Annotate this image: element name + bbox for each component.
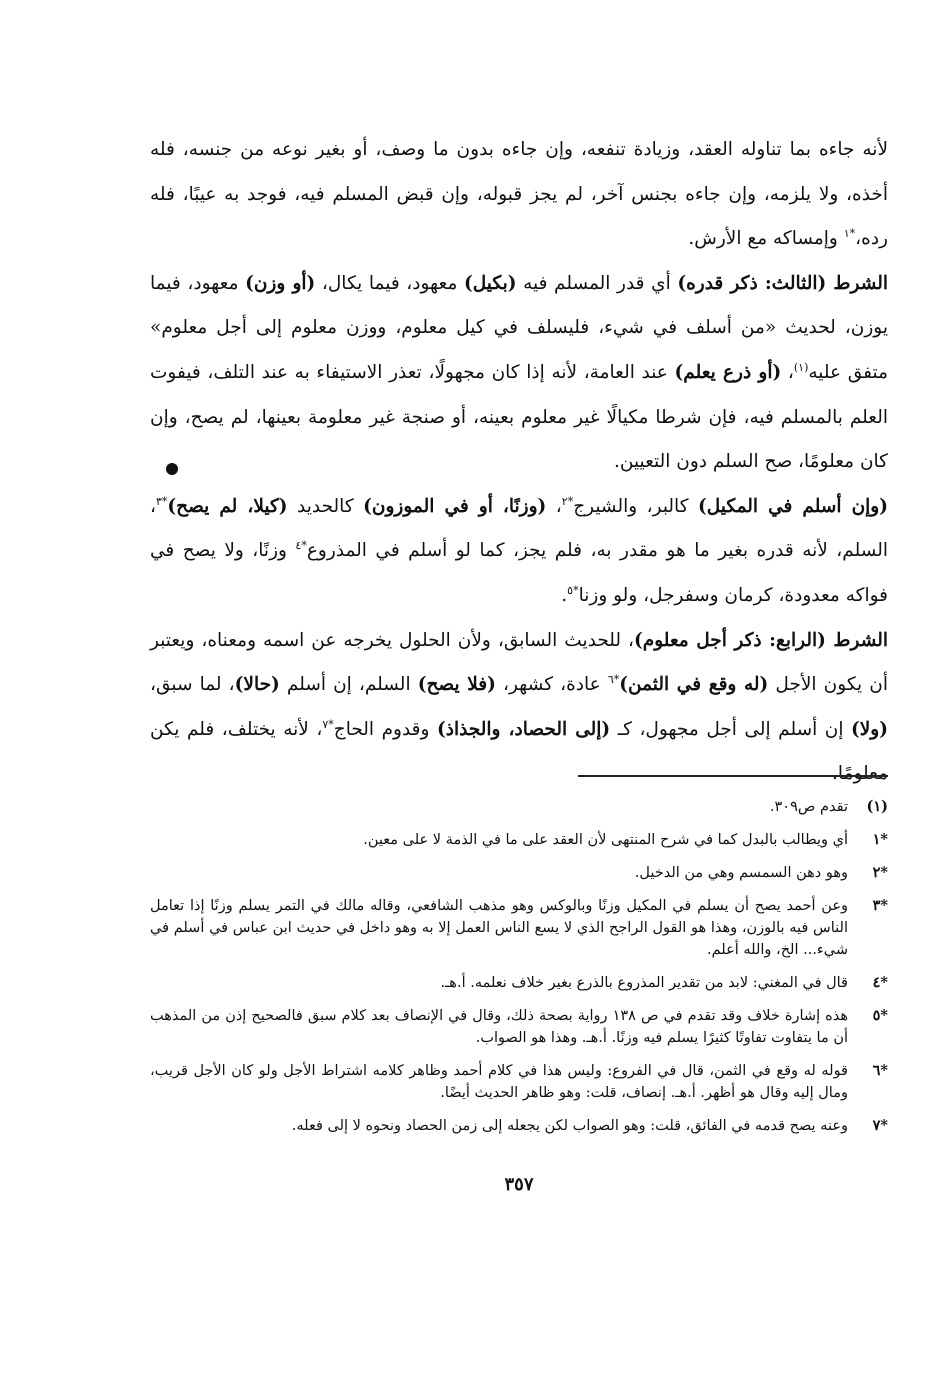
footnote-mark: *٥ [872, 1007, 888, 1024]
footnote [150, 862, 888, 884]
footnote-text: قوله له وقع في الثمن، قال في الفروع: وليس هذا في كلام أحمد وظاهر كلامه اشتراط الأجل ولو كان الأجل قريب، ومال إليه وقال هو أظهر. أ.هـ. إنصاف، قلت: وهو ظاهر الحديث أيضًا. [150, 1063, 848, 1101]
paragraph-4 [150, 619, 888, 797]
footnote-text: تقدم ص٣٠٩. [769, 799, 848, 815]
footnote-text: وعن أحمد يصح أن يسلم في المكيل وزنًا وبالوكس وهو مذهب الشافعي، وقاله مالك في التمر يسلم وزنًا إذا تعامل الناس فيه بالوزن، وهذا هو القول الراجح الذي لا يسع الناس العمل إلا به وهو داخل في حديث ابن عباس في أسلم في شيء... الخ، والله أعلم. [150, 898, 848, 958]
footnote-ref: *٥ [567, 583, 579, 597]
footnotes [150, 796, 888, 1148]
text-run: إن أسلم إلى أجل مجهول، كـ [610, 718, 851, 740]
footnote [150, 1115, 888, 1137]
footnote [150, 796, 888, 818]
ink-dot [166, 463, 178, 475]
footnote-mark: (١) [866, 798, 888, 815]
text-run: أي قدر المسلم فيه [516, 272, 678, 294]
bold-term: (أو ذرع يعلم) [674, 361, 782, 383]
footnote [150, 895, 888, 961]
bold-heading: الشرط (الرابع: ذكر أجل معلوم) [633, 629, 889, 651]
text-run: عند العامة، لأنه إذا كان مجهولًا، تعذر الاستيفاء به عند التلف، فيفوت العلم بالمسلم فيه، فإن شرطا مكيالًا غير معلوم بعينه، أو صنجة غير معلومة بعينها، لم يصح، وإن كان معلومًا، صح السلم دون التعيين. [150, 361, 888, 473]
text-run: معهود، فيما يكال، [315, 272, 464, 294]
footnote-ref: *١ [843, 227, 856, 241]
footnote-text: أي ويطالب بالبدل كما في شرح المنتهى لأن العقد على ما في الذمة لا على معين. [363, 832, 848, 848]
footnote-mark: *٢ [872, 864, 888, 881]
bold-term: (حالا) [234, 674, 280, 696]
bold-term: (إلى الحصاد، والجذاذ) [436, 718, 611, 740]
text-run: ، السلم، لأنه قدره بغير ما هو مقدر به، فلم يجز، كما لو أسلم في المذروع [150, 495, 888, 562]
bold-term: (وإن أسلم في المكيل) [698, 495, 888, 517]
footnote-mark: *٤ [872, 974, 888, 991]
footnote [150, 829, 888, 851]
footnote-ref: *٧ [322, 717, 334, 731]
bold-heading: الشرط (الثالث: ذكر قدره) [677, 272, 888, 294]
footnote-mark: *٧ [872, 1117, 888, 1134]
bold-term: (ولا) [851, 718, 888, 740]
text-run: كالبر، والشيرج [573, 495, 698, 517]
footnote-mark: *١ [872, 831, 888, 848]
text-run: السلم، إن أسلم [279, 674, 418, 696]
footnote [150, 1060, 888, 1104]
text-run: وزنًا، ولا يصح في فواكه معدودة، كرمان وسفرجل، ولو وزنا [150, 540, 888, 606]
page-number: ٣٥٧ [504, 1174, 534, 1195]
bold-term: (كيلا، لم يصح) [167, 495, 288, 517]
text-run: لأنه جاءه بما تناوله العقد، وزيادة تنفعه، وإن جاءه بدون ما وصف، أو بغير نوعه من جنسه، فله أخذه، ولا يلزمه، وإن جاءه بجنس آخر، لم يجز قبوله، وإن قبض المسلم فيه، فوجد به عيبًا، فله رده، [150, 139, 888, 250]
footnote-ref: *٢ [561, 494, 574, 508]
footnote-divider [578, 775, 888, 777]
bold-term: (فلا يصح) [417, 674, 496, 696]
paragraph-2 [150, 262, 888, 485]
paragraph-1 [150, 128, 888, 262]
footnote-text: قال في المغني: لابد من تقدير المذروع بالذرع بغير خلاف نعلمه. أ.هـ. [440, 975, 848, 991]
footnote-mark: *٣ [872, 897, 888, 914]
text-run: كالحديد [287, 495, 364, 517]
footnote-text: وعنه يصح قدمه في الفائق، قلت: وهو الصواب لكن يجعله إلى زمن الحصاد ونحوه لا إلى فعله. [291, 1118, 848, 1134]
bold-term: (له وقع في الثمن) [619, 674, 769, 696]
text-run: ، [781, 361, 794, 383]
paragraph-3 [150, 485, 888, 619]
text-run: . [561, 584, 568, 606]
text-run: وإمساكه مع الأرش. [688, 228, 844, 250]
text-run: ، [546, 495, 562, 517]
footnote-ref: *٣ [155, 494, 168, 508]
main-text [150, 128, 888, 797]
page-content [150, 128, 889, 1195]
footnote-mark: *٦ [872, 1062, 888, 1079]
text-run: ، لما سبق، [150, 674, 235, 696]
text-run: معهود، فيما يوزن، لحديث «من أسلف في شيء، فليسلف في كيل معلوم، ووزن معلوم إلى أجل معلوم» متفق عليه [150, 272, 888, 383]
bold-term: (أو وزن) [245, 272, 316, 294]
text-run: ، للحديث السابق، ولأن الحلول يخرجه عن اسمه ومعناه، ويعتبر أن يكون الأجل [150, 629, 889, 696]
text-run: وقدوم الحاج [333, 718, 437, 740]
footnote-text: وهو دهن السمسم وهي من الدخيل. [634, 865, 848, 881]
text-run: عادة، كشهر، [495, 674, 608, 696]
footnote-ref: *٦ [607, 672, 620, 686]
footnote [150, 972, 888, 994]
footnote-ref: *٤ [295, 539, 307, 553]
bold-term: (وزنًا، أو في الموزون) [363, 495, 547, 517]
bold-term: (بكيل) [464, 272, 517, 294]
footnote-text: هذه إشارة خلاف وقد تقدم في ص ١٣٨ رواية بصحة ذلك، وقال في الإنصاف بعد كلام سبق فالصحيح إذن من المذهب أن ما يتفاوت تفاوتًا كثيرًا يسلم فيه وزنًا. أ.هـ. وهذا هو الصواب. [150, 1008, 848, 1046]
footnote [150, 1005, 888, 1049]
text-run: ، لأنه يختلف، فلم يكن معلومًا. [150, 718, 888, 785]
footnote-ref: (١) [793, 360, 809, 374]
